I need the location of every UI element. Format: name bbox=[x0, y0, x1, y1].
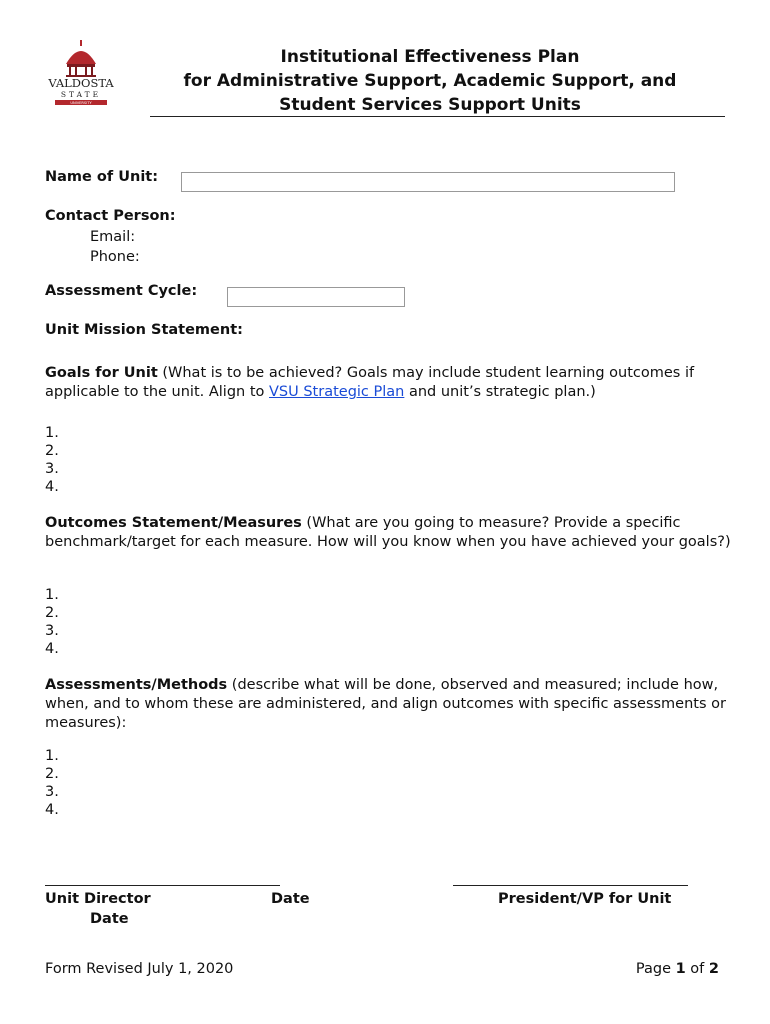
date-label-2: Date bbox=[90, 911, 129, 927]
list-item: 3. bbox=[45, 784, 59, 800]
list-item: 4. bbox=[45, 802, 59, 818]
svg-text:STATE: STATE bbox=[60, 90, 102, 99]
list-item: 1. bbox=[45, 425, 59, 441]
page-of: of bbox=[685, 961, 709, 977]
page-number bbox=[636, 961, 719, 977]
goals-list bbox=[45, 424, 59, 496]
president-signature-line bbox=[453, 885, 688, 886]
svg-text:VALDOSTA: VALDOSTA bbox=[48, 76, 114, 90]
university-logo bbox=[44, 34, 118, 110]
title-line-2: for Administrative Support, Academic Support, and bbox=[183, 71, 677, 91]
svg-text:UNIVERSITY: UNIVERSITY bbox=[70, 101, 92, 106]
email-label: Email: bbox=[90, 229, 136, 245]
assessment-cycle-input[interactable] bbox=[227, 287, 405, 307]
date-label: Date bbox=[271, 891, 310, 907]
goals-text-1: (What is to be achieved? Goals may include student learning outcomes if applicable to the unit. Align to bbox=[45, 365, 695, 400]
goals-text-2: and unit’s strategic plan.) bbox=[404, 384, 596, 400]
assessments-paragraph bbox=[45, 676, 735, 733]
assessments-list bbox=[45, 747, 59, 819]
list-item: 1. bbox=[45, 587, 59, 603]
contact-person-label: Contact Person: bbox=[45, 208, 176, 224]
list-item: 3. bbox=[45, 623, 59, 639]
list-item: 2. bbox=[45, 766, 59, 782]
list-item: 2. bbox=[45, 443, 59, 459]
title-line-3: Student Services Support Units bbox=[279, 95, 581, 115]
list-item: 4. bbox=[45, 479, 59, 495]
goals-paragraph bbox=[45, 364, 735, 402]
goals-heading: Goals for Unit bbox=[45, 365, 158, 381]
document-title bbox=[150, 45, 710, 117]
page-prefix: Page bbox=[635, 961, 676, 977]
assessments-heading: Assessments/Methods bbox=[45, 677, 228, 693]
title-divider bbox=[150, 116, 725, 117]
outcomes-list bbox=[45, 586, 59, 658]
page-total: 2 bbox=[708, 961, 719, 977]
outcomes-heading: Outcomes Statement/Measures bbox=[45, 515, 302, 531]
phone-label: Phone: bbox=[90, 249, 140, 265]
unit-director-label: Unit Director bbox=[45, 891, 151, 907]
assessments-text: (describe what will be done, observed and measured; include how, when, and to whom these are administered, and align outcomes with specific assessments or measures): bbox=[45, 677, 726, 731]
form-revised-date: Form Revised July 1, 2020 bbox=[45, 961, 234, 977]
title-line-1: Institutional Effectiveness Plan bbox=[280, 47, 580, 67]
outcomes-paragraph bbox=[45, 514, 735, 552]
president-vp-label: President/VP for Unit bbox=[498, 891, 672, 907]
list-item: 2. bbox=[45, 605, 59, 621]
name-of-unit-label: Name of Unit: bbox=[45, 169, 159, 185]
unit-director-signature-line bbox=[45, 885, 280, 886]
list-item: 3. bbox=[45, 461, 59, 477]
vsu-strategic-plan-link[interactable]: VSU Strategic Plan bbox=[269, 384, 405, 400]
name-of-unit-input[interactable] bbox=[181, 172, 675, 192]
assessment-cycle-label: Assessment Cycle: bbox=[45, 283, 198, 299]
outcomes-text: (What are you going to measure? Provide a specific benchmark/target for each measure. How will you know when you have achieved your goals?) bbox=[45, 515, 731, 550]
page-current: 1 bbox=[675, 961, 686, 977]
mission-statement-label: Unit Mission Statement: bbox=[45, 322, 243, 338]
list-item: 1. bbox=[45, 748, 59, 764]
list-item: 4. bbox=[45, 641, 59, 657]
